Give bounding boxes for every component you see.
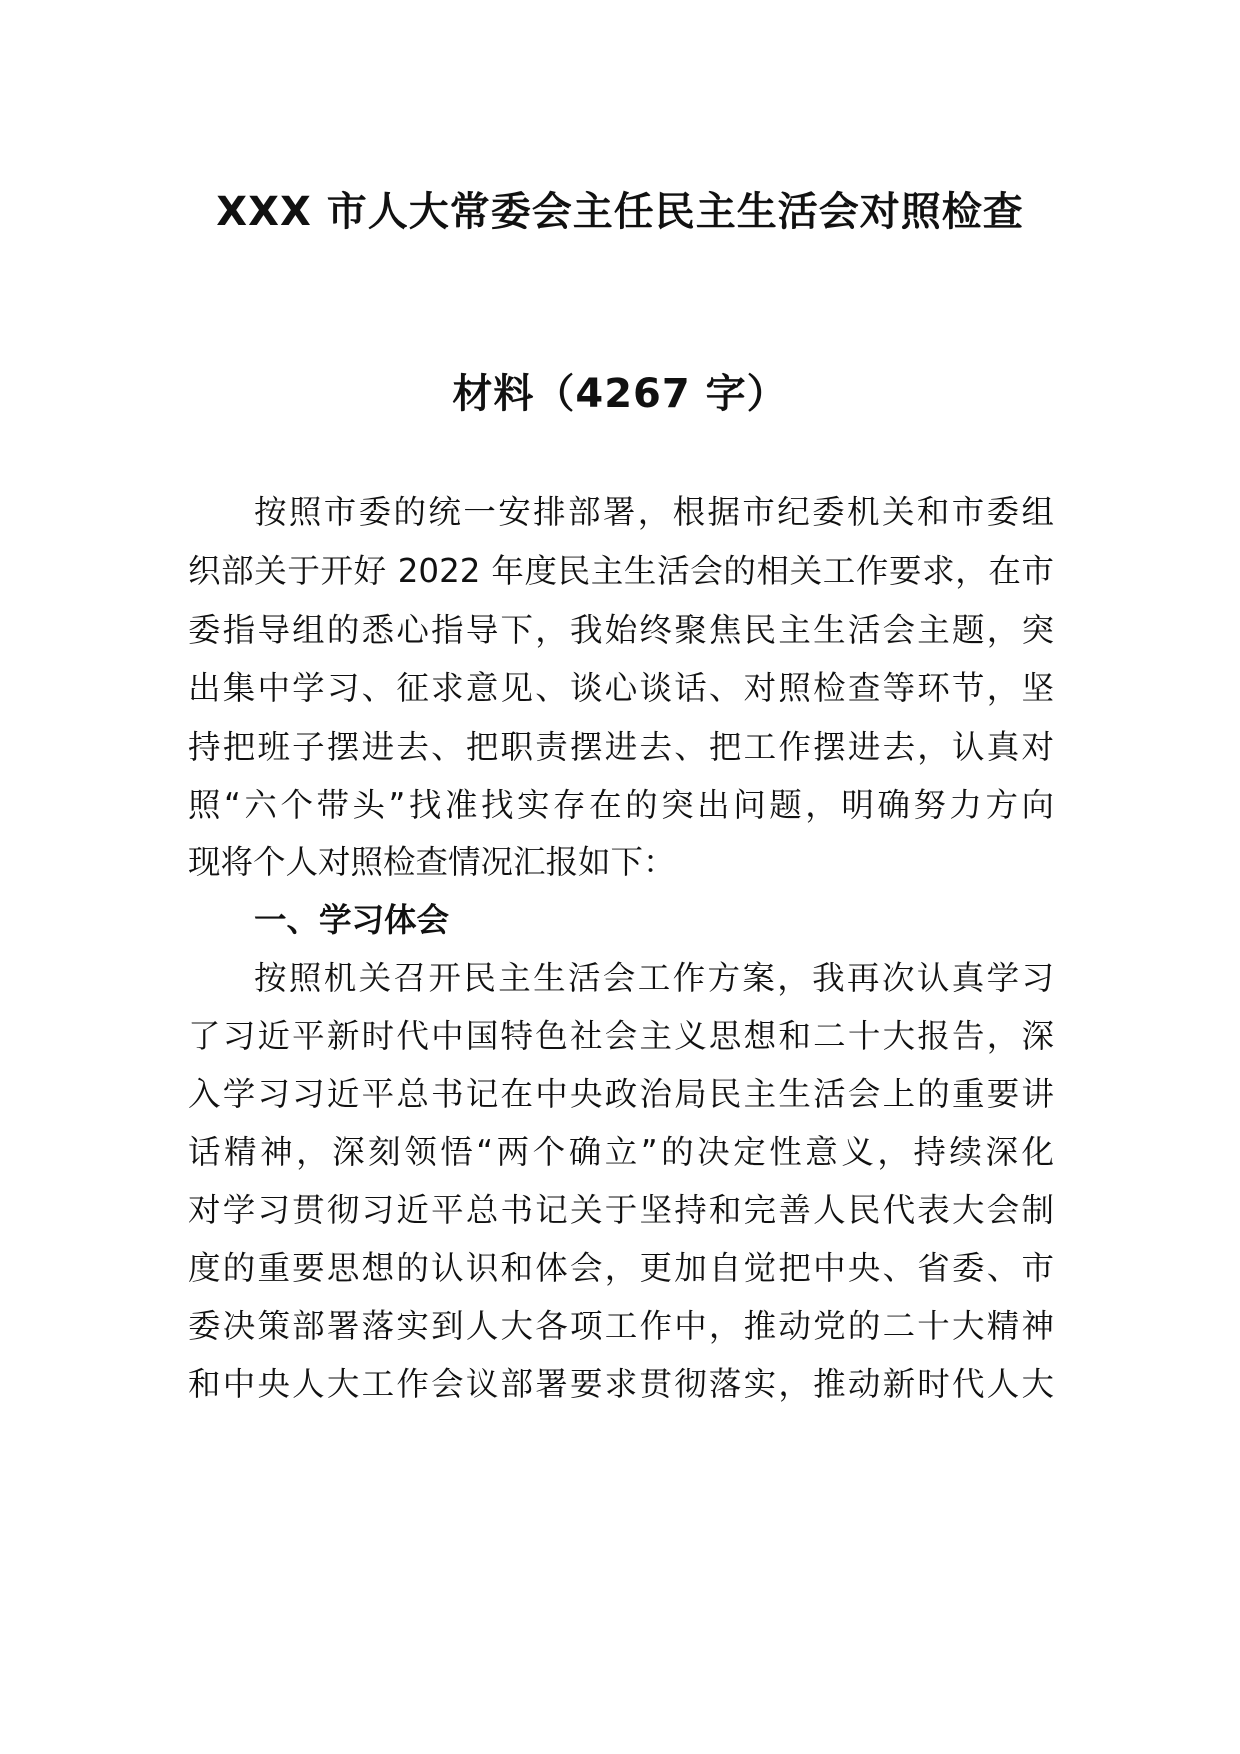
paragraph-line: 委指导组的悉心指导下，我始终聚焦民主生活会主题，突 [188, 611, 1054, 649]
document-title-line-2: 材料（4267 字） [452, 371, 788, 417]
paragraph-line: 按照市委的统一安排部署，根据市纪委机关和市委组 [254, 493, 1054, 531]
section-heading: 一、学习体会 [254, 901, 450, 939]
paragraph-line: 照“六个带头”找准找实存在的突出问题，明确努力方向 [188, 786, 1054, 824]
paragraph-line: 话精神，深刻领悟“两个确立”的决定性意义，持续深化 [188, 1133, 1054, 1171]
document-title-line-1: XXX 市人大常委会主任民主生活会对照检查 [216, 189, 1024, 235]
paragraph-line: 委决策部署落实到人大各项工作中，推动党的二十大精神 [188, 1307, 1054, 1345]
paragraph-line: 度的重要思想的认识和体会，更加自觉把中央、省委、市 [188, 1249, 1054, 1287]
paragraph-line: 织部关于开好 2022 年度民主生活会的相关工作要求，在市 [188, 552, 1054, 590]
paragraph-line: 入学习习近平总书记在中央政治局民主生活会上的重要讲 [188, 1075, 1054, 1113]
paragraph-line: 和中央人大工作会议部署要求贯彻落实，推动新时代人大 [188, 1365, 1054, 1403]
paragraph-line: 对学习贯彻习近平总书记关于坚持和完善人民代表大会制 [188, 1191, 1054, 1229]
paragraph-line: 出集中学习、征求意见、谈心谈话、对照检查等环节，坚 [188, 669, 1054, 707]
paragraph-line: 持把班子摆进去、把职责摆进去、把工作摆进去，认真对 [188, 728, 1054, 766]
paragraph-line: 了习近平新时代中国特色社会主义思想和二十大报告，深 [188, 1017, 1054, 1055]
paragraph-line: 按照机关召开民主生活会工作方案，我再次认真学习 [254, 959, 1054, 997]
paragraph-line: 现将个人对照检查情况汇报如下： [188, 843, 676, 881]
